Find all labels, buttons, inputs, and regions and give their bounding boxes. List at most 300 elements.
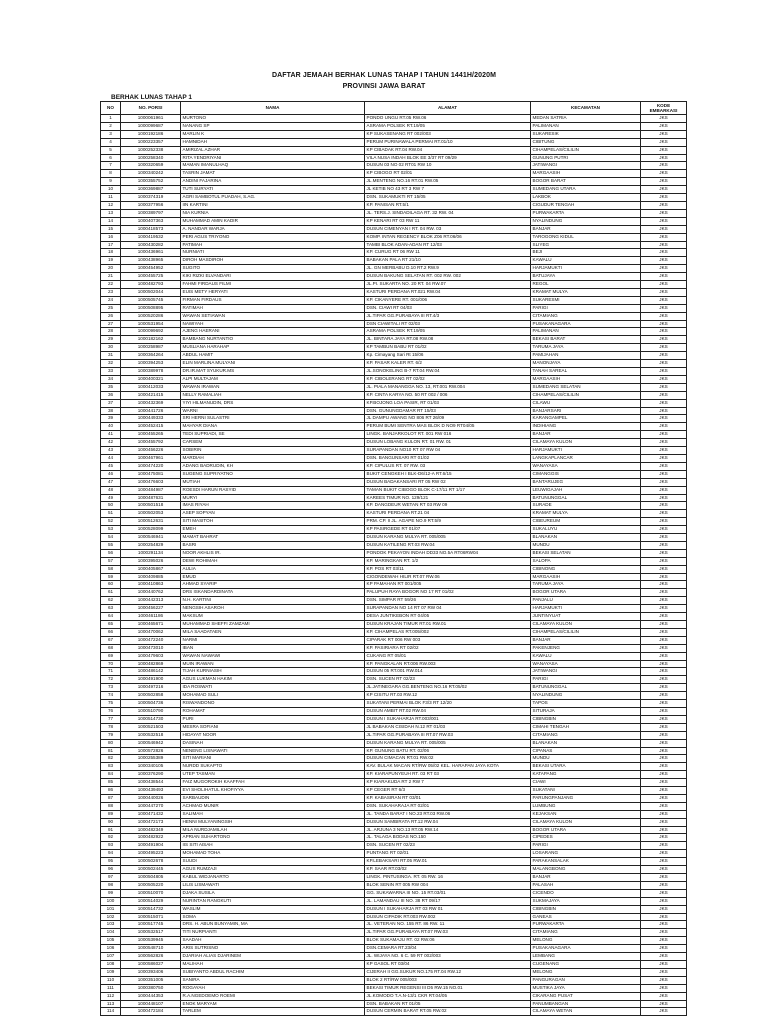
cell-alamat: JL. TANDA BARAT I NO.23 RT.03 RW.06	[365, 810, 531, 818]
cell-alamat: BLOK SENIN RT 005 RW 004	[365, 881, 531, 889]
title-line-1: DAFTAR JEMAAH BERHAK LUNAS TAHAP I TAHUN 1441H/2020M	[271, 72, 497, 79]
cell-no: 84	[101, 771, 121, 779]
cell-no: 109	[101, 968, 121, 976]
table-row	[101, 470, 687, 478]
cell-alamat: JL DAMPU AWANG NO 806 RT 26/09	[365, 415, 531, 423]
cell-no-porsi: 1000502053	[121, 510, 181, 518]
cell-kecamatan: BATUNUNGGAL	[531, 684, 641, 692]
cell-kode-embarkasi: JKS	[641, 937, 687, 945]
table-row	[101, 217, 687, 225]
cell-kecamatan: BEKASI BARAT	[531, 336, 641, 344]
cell-no: 67	[101, 636, 121, 644]
cell-nama: AULIA	[181, 565, 365, 573]
cell-kecamatan: PALIMANAN	[531, 122, 641, 130]
table-row	[101, 557, 687, 565]
cell-kecamatan: SUKMAJAYA	[531, 897, 641, 905]
cell-kecamatan: SUKALUYU	[531, 526, 641, 534]
cell-nama: TEDI SUPRIADI, SE	[181, 431, 365, 439]
cell-no-porsi: 1000351005	[121, 976, 181, 984]
cell-alamat: JL KETIB NO 43 RT 3 RW 7	[365, 186, 531, 194]
cell-no-porsi: 1000514730	[121, 715, 181, 723]
cell-nama: DR.IR.MAT SYUKUR.MS	[181, 368, 365, 376]
cell-kecamatan: PAKENJENG	[531, 644, 641, 652]
cell-kode-embarkasi: JKS	[641, 557, 687, 565]
cell-alamat: DUSUN KARANG MULYA RT. 005/005	[365, 534, 531, 542]
cell-nama: MARDIAH	[181, 454, 365, 462]
cell-kode-embarkasi: JKS	[641, 565, 687, 573]
cell-no: 79	[101, 731, 121, 739]
table-row	[101, 881, 687, 889]
cell-no-porsi: 1000497216	[121, 684, 181, 692]
document-title	[0, 70, 768, 92]
cell-kecamatan: PALASAH	[531, 881, 641, 889]
cell-kode-embarkasi: JKS	[641, 478, 687, 486]
cell-kode-embarkasi: JKS	[641, 526, 687, 534]
cell-kode-embarkasi: JKS	[641, 296, 687, 304]
cell-kode-embarkasi: JKS	[641, 960, 687, 968]
cell-no: 15	[101, 225, 121, 233]
cell-alamat: ASRAMA POLSEK RT.19/05	[365, 122, 531, 130]
cell-kode-embarkasi: JKS	[641, 723, 687, 731]
cell-kode-embarkasi: JKS	[641, 138, 687, 146]
table-row	[101, 281, 687, 289]
cell-nama: BASRI	[181, 541, 365, 549]
title-line-2: PROVINSI JAWA BARAT	[342, 83, 426, 90]
cell-alamat: DUSUN I SUKAHARJA RT 03 RW 01	[365, 905, 531, 913]
table-row	[101, 589, 687, 597]
table-row	[101, 858, 687, 866]
cell-no: 2	[101, 122, 121, 130]
cell-no-porsi: 1000482922	[121, 834, 181, 842]
cell-alamat: KP. KABASIRAN RT 03/01	[365, 794, 531, 802]
header-nama: NAMA	[181, 102, 365, 115]
cell-kode-embarkasi: JKS	[641, 194, 687, 202]
cell-alamat: DESA JUNTIKEBON RT 04/05	[365, 613, 531, 621]
cell-no: 83	[101, 763, 121, 771]
table-row	[101, 241, 687, 249]
cell-kecamatan: MANONJAYA	[531, 360, 641, 368]
cell-kecamatan: PURWAKARTA	[531, 921, 641, 929]
cell-no: 5	[101, 146, 121, 154]
cell-no-porsi: 1000482869	[121, 660, 181, 668]
cell-nama: ADANG BADRUDIN, KH	[181, 462, 365, 470]
cell-kecamatan: MELONG	[531, 968, 641, 976]
cell-kode-embarkasi: JKS	[641, 874, 687, 882]
cell-no: 33	[101, 368, 121, 376]
table-row	[101, 186, 687, 194]
cell-no: 53	[101, 526, 121, 534]
cell-no: 111	[101, 984, 121, 992]
cell-no: 113	[101, 1000, 121, 1008]
cell-kode-embarkasi: JKS	[641, 834, 687, 842]
cell-nama: WASLIM	[181, 905, 365, 913]
cell-kecamatan: CIPANAS	[531, 747, 641, 755]
cell-no-porsi: 1000099687	[121, 122, 181, 130]
cell-no: 68	[101, 644, 121, 652]
cell-kecamatan: TANAH SAREAL	[531, 368, 641, 376]
table-row	[101, 676, 687, 684]
cell-nama: MILA NURDJAMILAH	[181, 826, 365, 834]
cell-no: 110	[101, 976, 121, 984]
table-row	[101, 399, 687, 407]
cell-no-porsi: 1000223357	[121, 138, 181, 146]
cell-no: 71	[101, 668, 121, 676]
cell-kode-embarkasi: JKS	[641, 794, 687, 802]
cell-alamat: DUSUN AMBIT RT.02 RW.04	[365, 707, 531, 715]
section-label: BERHAK LUNAS TAHAP 1	[111, 94, 193, 101]
cell-alamat: PALUPUH RAYA BOGOR NO 17 RT 01/02	[365, 589, 531, 597]
cell-alamat: JL. PIALA MANANGGA NO. 13, RT.001 RW.004	[365, 383, 531, 391]
cell-kode-embarkasi: JKS	[641, 881, 687, 889]
header-kecamatan: KECAMATAN	[531, 102, 641, 115]
cell-no: 35	[101, 383, 121, 391]
table-row	[101, 968, 687, 976]
cell-no-porsi: 1000449333	[121, 415, 181, 423]
table-row	[101, 162, 687, 170]
cell-no-porsi: 1000442313	[121, 597, 181, 605]
cell-no-porsi: 1000444353	[121, 992, 181, 1000]
cell-alamat: PERUM PURINAWALA PERMAI RT.01/10	[365, 138, 531, 146]
cell-alamat: DSN. SUKAHARAJA RT 02/01	[365, 802, 531, 810]
cell-no: 14	[101, 217, 121, 225]
cell-no: 6	[101, 154, 121, 162]
cell-kecamatan: CUGENANG	[531, 960, 641, 968]
table-row	[101, 273, 687, 281]
cell-alamat: Kp. Cimayang Sari Rt 15/06	[365, 352, 531, 360]
cell-nama: DEWI ROHIMAH	[181, 557, 365, 565]
table-row	[101, 534, 687, 542]
cell-kode-embarkasi: JKS	[641, 692, 687, 700]
cell-alamat: PONDOK PEKAYON INDAH DD33 NO.5A RT06RW04	[365, 549, 531, 557]
cell-no: 70	[101, 660, 121, 668]
table-row	[101, 154, 687, 162]
cell-no: 87	[101, 794, 121, 802]
cell-no-porsi: 1000364264	[121, 352, 181, 360]
cell-no-porsi: 1000491900	[121, 676, 181, 684]
cell-nama: ABDUL HAMIT	[181, 352, 365, 360]
cell-no: 45	[101, 462, 121, 470]
cell-kecamatan: KAWALU	[531, 652, 641, 660]
table-row	[101, 407, 687, 415]
cell-no: 43	[101, 447, 121, 455]
cell-kode-embarkasi: JKS	[641, 755, 687, 763]
header-alamat: ALAMAT	[365, 102, 531, 115]
cell-kecamatan: BOGOR BARAT	[531, 178, 641, 186]
cell-kecamatan: BLANAKAN	[531, 739, 641, 747]
cell-nama: NENGSIH ASAROH	[181, 605, 365, 613]
cell-alamat: SURAPANDAN NO10 RT 07 RW 04	[365, 447, 531, 455]
cell-kecamatan: CIMANGGIS	[531, 470, 641, 478]
cell-no-porsi: 1000455792	[121, 439, 181, 447]
cell-kecamatan: MELONG	[531, 937, 641, 945]
cell-alamat: CUKANG RT 05/01	[365, 652, 531, 660]
cell-nama: DASINAH	[181, 739, 365, 747]
cell-no-porsi: 1000512631	[121, 518, 181, 526]
table-row	[101, 684, 687, 692]
cell-kode-embarkasi: JKS	[641, 573, 687, 581]
cell-alamat: KP. CURUG RT 06 RW 11	[365, 249, 531, 257]
cell-no: 90	[101, 818, 121, 826]
cell-alamat: PERUM BUMI SENTRA MAS BLOK D NO9 RT04/05	[365, 423, 531, 431]
cell-nama: MUHAMMAD AMIN KADIR	[181, 217, 365, 225]
cell-nama: SUBIYANTO ABDUL RACHIM	[181, 968, 365, 976]
cell-alamat: PRM. CP. II JL. AGAPE NO.9 RT.5/9	[365, 518, 531, 526]
cell-no-porsi: 1000546942	[121, 739, 181, 747]
cell-no: 104	[101, 929, 121, 937]
cell-no-porsi: 1000407363	[121, 217, 181, 225]
cell-nama: MAMAT BAHRAT	[181, 534, 365, 542]
cell-no-porsi: 1000510790	[121, 707, 181, 715]
cell-kode-embarkasi: JKS	[641, 913, 687, 921]
cell-kecamatan: SALOPA	[531, 557, 641, 565]
cell-kode-embarkasi: JKS	[641, 217, 687, 225]
cell-alamat: DSN CIAWITALI RT 02/03	[365, 320, 531, 328]
cell-kode-embarkasi: JKS	[641, 423, 687, 431]
cell-no: 94	[101, 850, 121, 858]
cell-alamat: KP.LEBAKSARI RT.05 RW.01	[365, 858, 531, 866]
cell-nama: IIS SITI AISAH	[181, 842, 365, 850]
cell-kode-embarkasi: JKS	[641, 644, 687, 652]
cell-kode-embarkasi: JKS	[641, 534, 687, 542]
cell-kode-embarkasi: JKS	[641, 889, 687, 897]
cell-nama: RATIMAH	[181, 304, 365, 312]
table-row	[101, 375, 687, 383]
cell-nama: NELLY RAMALIAH	[181, 391, 365, 399]
cell-no: 51	[101, 510, 121, 518]
table-row	[101, 146, 687, 154]
cell-no: 77	[101, 715, 121, 723]
cell-no-porsi: 1000438544	[121, 779, 181, 787]
table-row	[101, 763, 687, 771]
cell-no: 19	[101, 257, 121, 265]
cell-kecamatan: CILAMAYA KULON	[531, 439, 641, 447]
cell-kecamatan: CIAWI	[531, 779, 641, 787]
cell-kode-embarkasi: JKS	[641, 399, 687, 407]
table-row	[101, 573, 687, 581]
cell-no: 103	[101, 921, 121, 929]
cell-alamat: KP CIBADAK RT.04 RW.04	[365, 146, 531, 154]
cell-kode-embarkasi: JKS	[641, 866, 687, 874]
cell-nama: ROHAMAT	[181, 707, 365, 715]
table-row	[101, 439, 687, 447]
cell-kode-embarkasi: JKS	[641, 447, 687, 455]
cell-kode-embarkasi: JKS	[641, 660, 687, 668]
table-row	[101, 541, 687, 549]
cell-alamat: KP CEGER RT 6/3	[365, 787, 531, 795]
cell-no-porsi: 1000473010	[121, 644, 181, 652]
cell-no-porsi: 1000461186	[121, 613, 181, 621]
cell-kode-embarkasi: JKS	[641, 431, 687, 439]
cell-no-porsi: 1000291134	[121, 549, 181, 557]
cell-kode-embarkasi: JKS	[641, 581, 687, 589]
cell-no: 89	[101, 810, 121, 818]
cell-no: 114	[101, 1008, 121, 1016]
cell-kecamatan: CITAMIANG	[531, 312, 641, 320]
table-header-row	[101, 102, 687, 115]
cell-no-porsi: 1000340105	[121, 763, 181, 771]
cell-no: 26	[101, 312, 121, 320]
cell-no-porsi: 1000520286	[121, 312, 181, 320]
cell-no: 81	[101, 747, 121, 755]
cell-no-porsi: 1000504805	[121, 874, 181, 882]
cell-kode-embarkasi: JKS	[641, 929, 687, 937]
table-row	[101, 913, 687, 921]
cell-nama: DRS ISKANDARDINATA	[181, 589, 365, 597]
cell-kecamatan: TARUMA JAYA	[531, 344, 641, 352]
cell-kecamatan: SLIYEG	[531, 241, 641, 249]
cell-no-porsi: 1000479603	[121, 652, 181, 660]
cell-no: 101	[101, 905, 121, 913]
cell-no-porsi: 1000440762	[121, 589, 181, 597]
table-row	[101, 201, 687, 209]
cell-no: 10	[101, 186, 121, 194]
cell-kode-embarkasi: JKS	[641, 486, 687, 494]
cell-no: 73	[101, 684, 121, 692]
cell-no-porsi: 1000412033	[121, 383, 181, 391]
cell-kode-embarkasi: JKS	[641, 802, 687, 810]
cell-no: 39	[101, 415, 121, 423]
cell-kecamatan: TAPOS	[531, 700, 641, 708]
cell-alamat: ASRAMA POLSEK RT.19/05	[365, 328, 531, 336]
cell-no: 57	[101, 557, 121, 565]
cell-nama: DJAKA SUSILA	[181, 889, 365, 897]
cell-no: 69	[101, 652, 121, 660]
cell-no-porsi: 1000472184	[121, 1008, 181, 1016]
cell-alamat: LINGK. PINTUSINGA. RT. 05 RW. 16	[365, 874, 531, 882]
cell-kode-embarkasi: JKS	[641, 684, 687, 692]
table-row	[101, 454, 687, 462]
cell-nama: FIRMAN FIRDAUS	[181, 296, 365, 304]
table-row	[101, 462, 687, 470]
cell-no-porsi: 1000439493	[121, 787, 181, 795]
cell-alamat: KP CISITU RT.03 RW.12	[365, 692, 531, 700]
table-row	[101, 976, 687, 984]
table-row	[101, 826, 687, 834]
cell-kode-embarkasi: JKS	[641, 976, 687, 984]
cell-kecamatan: KATAPANG	[531, 771, 641, 779]
table-row	[101, 249, 687, 257]
cell-kode-embarkasi: JKS	[641, 613, 687, 621]
cell-no-porsi: 1000061961	[121, 115, 181, 123]
cell-alamat: DUSUN 05 RT.001 RW.014	[365, 668, 531, 676]
cell-kode-embarkasi: JKS	[641, 597, 687, 605]
cell-no: 96	[101, 866, 121, 874]
cell-nama: SALIMAH	[181, 810, 365, 818]
cell-kecamatan: CITAMIANG	[531, 929, 641, 937]
cell-kecamatan: HARJAMUKTI	[531, 605, 641, 613]
cell-nama: NOOR AKHLIS IR.	[181, 549, 365, 557]
cell-alamat: KP. CINTA KARYA NO. 50 RT 002 / 006	[365, 391, 531, 399]
cell-no-porsi: 1000440026	[121, 794, 181, 802]
cell-nama: MAMAN IMANULHAQ	[181, 162, 365, 170]
cell-nama: PATIMAH	[181, 241, 365, 249]
table-row	[101, 447, 687, 455]
cell-no: 27	[101, 320, 121, 328]
cell-no-porsi: 1000421415	[121, 391, 181, 399]
cell-kode-embarkasi: JKS	[641, 391, 687, 399]
cell-alamat: DUSUN I SUKAHARJA RT.003/001	[365, 715, 531, 723]
cell-kecamatan: CILAMAYA KULON	[531, 621, 641, 629]
table-row	[101, 747, 687, 755]
table-row	[101, 431, 687, 439]
cell-kecamatan: CILAWU	[531, 399, 641, 407]
cell-nama: AHMAD SYARIP	[181, 581, 365, 589]
cell-alamat: CIGONDEWAH HILIR RT.07 RW.06	[365, 573, 531, 581]
cell-alamat: DSN. SUCEN RT 02/23	[365, 842, 531, 850]
table-row	[101, 605, 687, 613]
table-row	[101, 771, 687, 779]
cell-kode-embarkasi: JKS	[641, 1008, 687, 1016]
cell-nama: UTEP TASMAN	[181, 771, 365, 779]
cell-alamat: KP SUKASENANG RT 002/003	[365, 130, 531, 138]
cell-no: 85	[101, 779, 121, 787]
cell-alamat: KP. CIPULUS RT. 07 RW. 03	[365, 462, 531, 470]
table-row	[101, 526, 687, 534]
cell-kecamatan: PUSAKANAGARA	[531, 320, 641, 328]
table-row	[101, 628, 687, 636]
cell-alamat: DUSUN BAKUNG SELATAN RT. 002 RW. 002	[365, 273, 531, 281]
cell-kode-embarkasi: JKS	[641, 510, 687, 518]
cell-kode-embarkasi: JKS	[641, 154, 687, 162]
table-row	[101, 336, 687, 344]
cell-kecamatan: INDIHIANG	[531, 423, 641, 431]
cell-no: 8	[101, 170, 121, 178]
cell-alamat: KP KENARI RT 03 RW 11	[365, 217, 531, 225]
cell-kecamatan: MEDAN SATRIA	[531, 115, 641, 123]
table-row	[101, 194, 687, 202]
table-row	[101, 518, 687, 526]
table-row	[101, 937, 687, 945]
cell-no: 86	[101, 787, 121, 795]
table-row	[101, 415, 687, 423]
cell-alamat: KP KIARAKUDA RT 2 RW 7	[365, 779, 531, 787]
cell-alamat: PUNTANG RT 02/01	[365, 850, 531, 858]
cell-kode-embarkasi: JKS	[641, 779, 687, 787]
table-row	[101, 945, 687, 953]
table-row	[101, 494, 687, 502]
cell-kecamatan: TAROGONG KIDUL	[531, 233, 641, 241]
cell-kode-embarkasi: JKS	[641, 850, 687, 858]
table-row	[101, 984, 687, 992]
cell-nama: YIYI HILMANUDIN, DRS	[181, 399, 365, 407]
cell-kecamatan: HARJAMUKTI	[531, 265, 641, 273]
cell-nama: EVI SHOLIHATUL KHOFIYYA	[181, 787, 365, 795]
cell-kecamatan: CIKARANG PUSAT	[531, 992, 641, 1000]
cell-nama: SUUDI	[181, 858, 365, 866]
cell-no-porsi: 1000472240	[121, 636, 181, 644]
cell-no-porsi: 1000501518	[121, 502, 181, 510]
table-row	[101, 621, 687, 629]
cell-kode-embarkasi: JKS	[641, 304, 687, 312]
cell-no: 48	[101, 486, 121, 494]
table-row	[101, 636, 687, 644]
cell-kode-embarkasi: JKS	[641, 470, 687, 478]
cell-nama: WAWAN NAWAWI	[181, 652, 365, 660]
cell-kecamatan: CIBINGBIN	[531, 905, 641, 913]
cell-nama: FAIZ MUGOROKIH KAAFFAH	[181, 779, 365, 787]
cell-no-porsi: 1000476603	[121, 478, 181, 486]
cell-nama: HIDAYAT NOOR	[181, 731, 365, 739]
cell-no-porsi: 1000340242	[121, 170, 181, 178]
cell-no-porsi: 1000405867	[121, 565, 181, 573]
cell-kode-embarkasi: JKS	[641, 130, 687, 138]
cell-no-porsi: 1000528099	[121, 526, 181, 534]
cell-no-porsi: 1000252338	[121, 146, 181, 154]
cell-kecamatan: GANEAS	[531, 913, 641, 921]
table-row	[101, 960, 687, 968]
cell-nama: HAMNIDAH	[181, 138, 365, 146]
cell-kecamatan: CICENDO	[531, 889, 641, 897]
